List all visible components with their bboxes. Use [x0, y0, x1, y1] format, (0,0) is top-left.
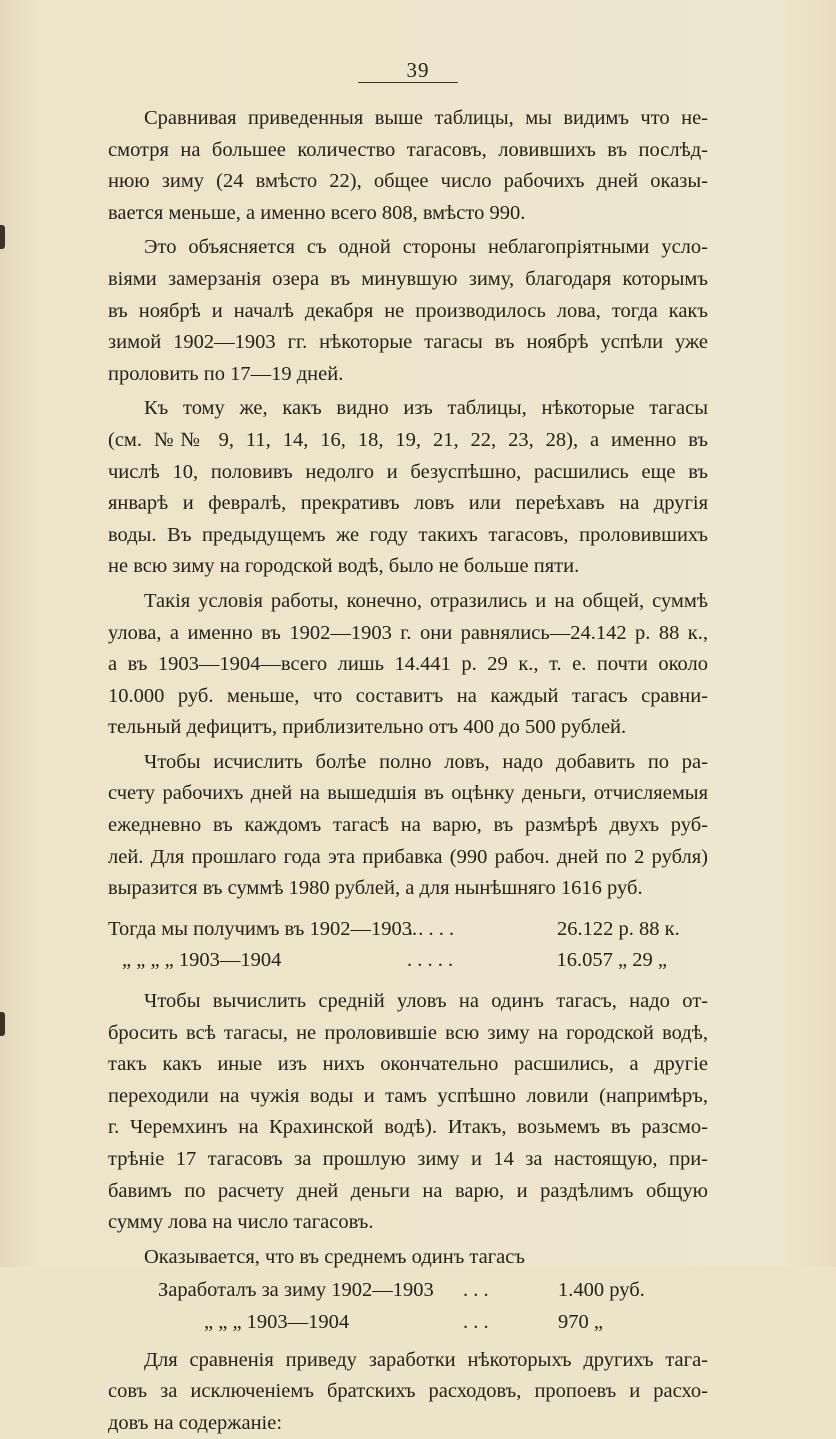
text-line: выразится въ суммѣ 1980 рублей, а для нынѣшняго 1616 руб.	[108, 877, 643, 900]
text-line: Оказывается, что въ среднемъ одинъ тагасъ	[144, 1245, 525, 1268]
row-amount: 16.057 „ 29 „	[556, 949, 667, 972]
row-label: „ „ „ 1903—1904	[204, 1310, 350, 1333]
text-line: воды. Въ предыдущемъ же году такихъ тагасовъ, проловившихъ	[108, 523, 708, 546]
row-amount: 1.400 руб.	[558, 1279, 645, 1302]
text-line: смотря на большее количество тагасовъ, ловившихъ въ послѣд-	[108, 138, 708, 161]
text-line: проловить по 17—19 дней.	[108, 362, 344, 385]
text-line: а въ 1903—1904—всего лишь 14.441 р. 29 к., т. е. почти около	[108, 653, 708, 676]
row-label: Заработалъ за зиму 1902—1903	[158, 1279, 434, 1302]
text-line: вается меньше, а именно всего 808, вмѣсто 990.	[108, 201, 526, 224]
row-leader: . . .	[463, 1310, 489, 1333]
text-line: такъ какъ иные изъ нихъ окончательно расшились, а другіе	[108, 1053, 708, 1076]
text-line: улова, а именно въ 1902—1903 г. они равнялись—24.142 р. 88 к.,	[108, 621, 708, 644]
text-line: тельный дефицитъ, приблизительно отъ 400 до 500 рублей.	[108, 716, 627, 739]
text-line: въ ноябрѣ и началѣ декабря не производилось лова, тогда какъ	[108, 299, 708, 322]
text-line: Это объясняется съ одной стороны неблагопріятными усло-	[144, 236, 708, 259]
text-line: лей. Для прошлаго года эта прибавка (990 рабоч. дней по 2 рубля)	[108, 845, 708, 868]
page-number-rule	[358, 82, 458, 83]
text-line: віями замерзанія озера въ минувшую зиму, благодаря которымъ	[108, 267, 708, 290]
text-line: бросить всѣ тагасы, не проловившіе всю зиму на городской водѣ,	[108, 1021, 708, 1044]
text-line: г. Черемхинъ на Крахинской водѣ). Итакъ, возьмемъ въ разсмо-	[108, 1116, 708, 1139]
text-line: переходили на чужія воды и тамъ успѣшно ловили (напримѣръ,	[108, 1084, 708, 1107]
text-line: Чтобы исчислить болѣе полно ловъ, надо добавить по ра-	[144, 750, 708, 773]
text-line: Для сравненія приведу заработки нѣкоторыхъ другихъ тага-	[144, 1348, 708, 1371]
row-amount: 970 „	[558, 1310, 603, 1333]
catch-total-row	[108, 945, 708, 977]
row-leader: . . .	[463, 1279, 489, 1302]
text-line: (см. №№ 9, 11, 14, 16, 18, 19, 21, 22, 23, 28), а именно въ	[108, 428, 708, 451]
body-text	[108, 103, 708, 1439]
text-line: январѣ и февралѣ, прекративъ ловъ или переѣхавъ на другія	[108, 492, 708, 515]
text-line: бавимъ по расчету дней деньги на варю, и раздѣлимъ общую	[108, 1179, 708, 1202]
earnings-row	[108, 1307, 708, 1339]
text-line: зимой 1902—1903 гг. нѣкоторые тагасы въ ноябрѣ успѣли уже	[108, 331, 708, 354]
text-line: Такія условія работы, конечно, отразились и на общей, суммѣ	[144, 589, 708, 612]
text-line: числѣ 10, половивъ недолго и безуспѣшно, расшились еще въ	[108, 460, 708, 483]
text-line: Чтобы вычислить среднiй уловъ на одинъ тагасъ, надо от-	[144, 990, 708, 1013]
row-leader: . . . . .	[408, 917, 455, 940]
text-line: нюю зиму (24 вмѣсто 22), общее число рабочихъ дней оказы-	[108, 170, 708, 193]
row-amount: 26.122 р. 88 к.	[557, 917, 680, 940]
row-label: „ „ „ „ 1903—1904	[122, 949, 282, 972]
text-line: 10.000 руб. меньше, что составитъ на каждый тагасъ сравни-	[108, 684, 708, 707]
text-line: ежедневно въ каждомъ тагасѣ на варю, въ размѣрѣ двухъ руб-	[108, 814, 708, 837]
earnings-row	[108, 1275, 708, 1307]
text-line: Къ тому же, какъ видно изъ таблицы, нѣкоторые тагасы	[144, 397, 708, 420]
page-number: 39	[406, 58, 430, 82]
text-line: сумму лова на число тагасовъ.	[108, 1211, 374, 1234]
text-line: совъ за исключеніемъ братскихъ расходовъ, пропоевъ и расхо-	[108, 1380, 708, 1403]
text-line: довъ на содержаніе:	[108, 1411, 283, 1434]
catch-total-row	[108, 914, 708, 946]
paragraph	[108, 393, 708, 583]
paragraph	[108, 103, 708, 229]
text-line: Сравнивая приведенныя выше таблицы, мы видимъ что не-	[144, 107, 708, 129]
text-line: счету рабочихъ дней на вышедшія въ оцѣнку деньги, отчисляемыя	[108, 782, 708, 805]
binding-mark	[0, 1012, 5, 1036]
paragraph	[108, 747, 708, 905]
row-leader: . . . . .	[407, 949, 454, 972]
paragraph	[108, 586, 708, 744]
binding-mark	[0, 225, 5, 249]
paragraph	[108, 986, 708, 1239]
paragraph	[108, 1345, 708, 1439]
text-line: трѣніе 17 тагасовъ за прошлую зиму и 14 за настоящую, при-	[108, 1148, 708, 1170]
paragraph	[108, 1242, 708, 1274]
paragraph	[108, 232, 708, 390]
text-line: не всю зиму на городской водѣ, было не больше пяти.	[108, 555, 580, 578]
row-label: Тогда мы получимъ въ 1902—1903.	[108, 917, 418, 940]
